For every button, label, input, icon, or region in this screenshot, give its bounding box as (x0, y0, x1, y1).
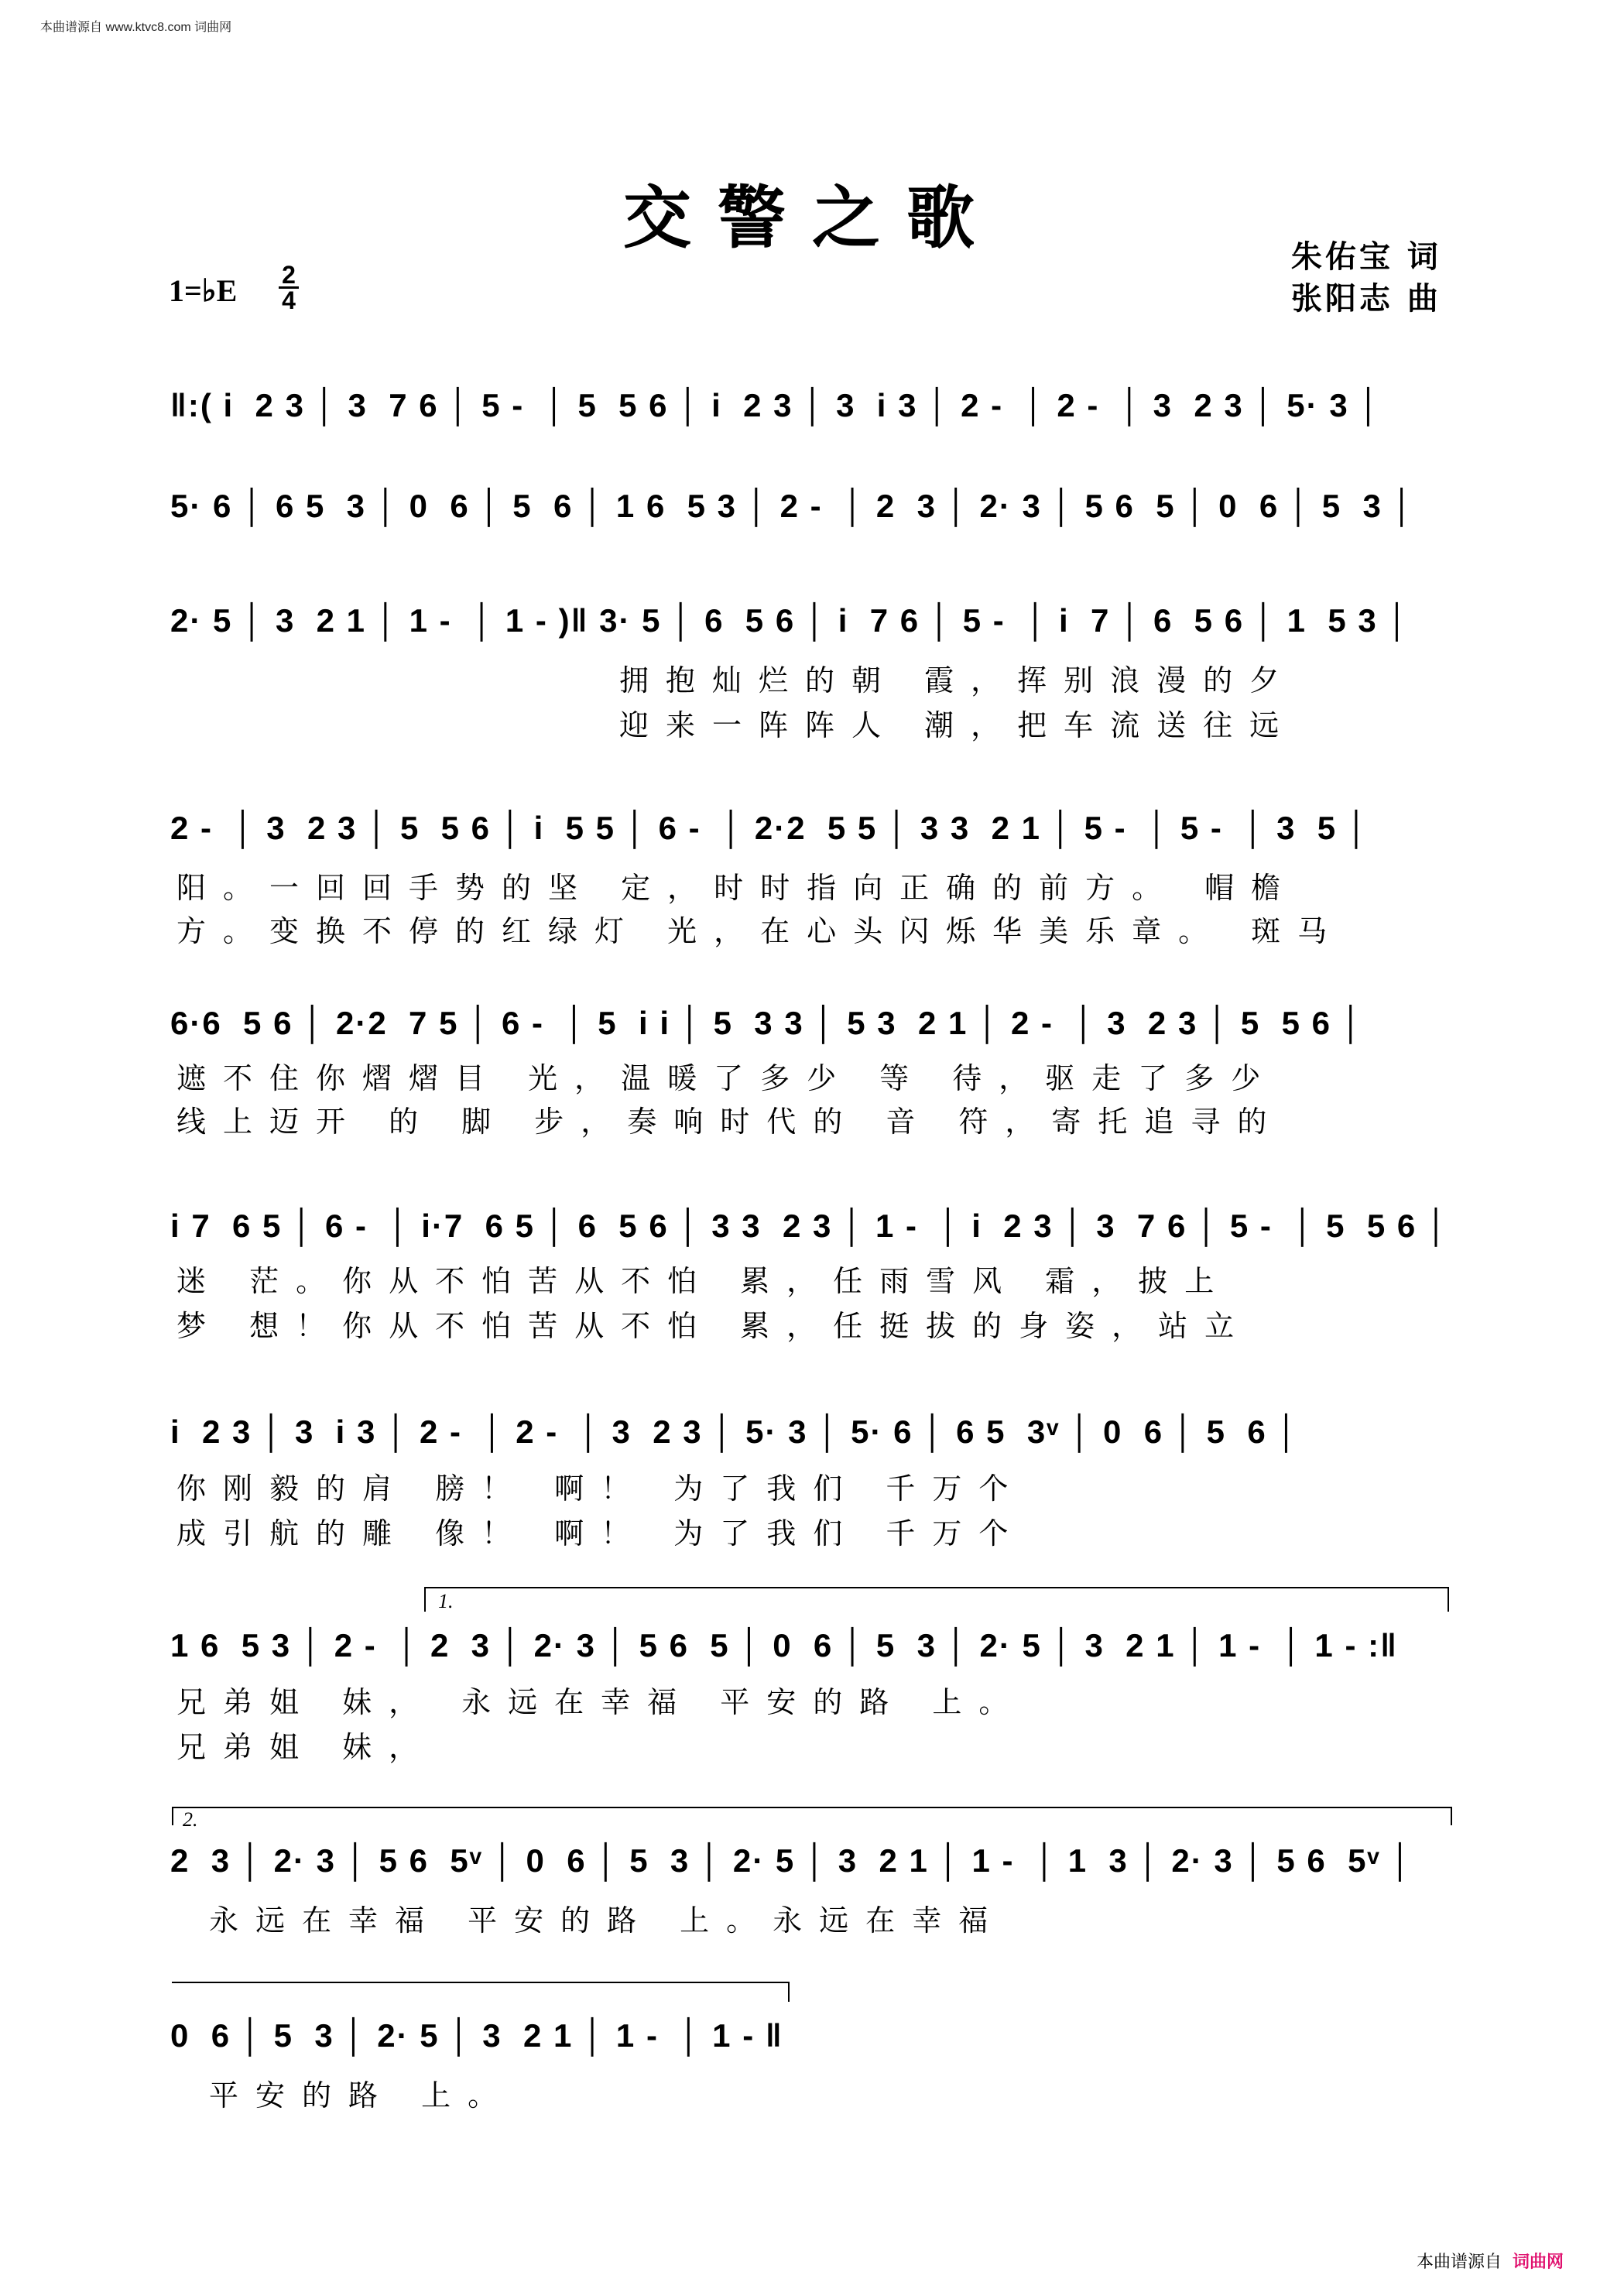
key-signature: 1=♭E (169, 273, 238, 308)
lyric-line-verse-2: 线上迈开 的 脚 步，奏响时代的 音 符，寄托追寻的 (176, 1105, 1284, 1139)
lyric-line-verse-2: 迎来一阵阵人 潮，把车流送往远 (619, 708, 1297, 742)
lyric-line-verse-1: 阳。一回回手势的坚 定，时时指向正确的前方。 帽檐 (176, 871, 1298, 905)
lyric-line-verse-2: 方。变换不停的红绿灯 光，在心头闪烁华美乐章。 斑马 (176, 914, 1345, 948)
right-margin-watermark (1604, 31, 1621, 2245)
score-row-5 (170, 1005, 1457, 1042)
lyric-line: 永远在幸福 平安的路 上。永远在幸福 (209, 1903, 1006, 1938)
lyric-line-verse-1: 你刚毅的肩 膀！ 啊！ 为了我们 千万个 (176, 1472, 1026, 1506)
notation: i 7 6 5 │ 6 - │ i·7 6 5 │ 6 5 6 │ 3 3 2 3 │ 1 - │ i 2 3 │ 3 7 6 │ 5 - │ 5 5 6 │ (170, 1208, 1450, 1244)
score-row-8 (170, 1627, 1457, 1664)
notation: 0 6 │ 5 3 │ 2· 5 │ 3 2 1 │ 1 - │ 1 - ‖ (170, 2017, 783, 2054)
footer-brand-link[interactable]: 词曲网 (1513, 2252, 1564, 2271)
lyricist-credit: 朱佑宝 词 (1291, 238, 1441, 275)
lyric-line-verse-1: 遮不住你熠熠目 光，温暖了多少 等 待，驱走了多少 (176, 1061, 1278, 1095)
lyric-line-verse-2: 兄弟姐 妹， (176, 1730, 436, 1764)
song-title: 交警之歌 (622, 177, 1001, 258)
first-ending-bracket (424, 1587, 1449, 1612)
notation: 6·6 5 6 │ 2·2 7 5 │ 6 - │ 5 i i │ 5 3 3 │ 5 3 2 1 │ 2 - │ 3 2 3 │ 5 5 6 │ (170, 1005, 1364, 1041)
score-row-1 (170, 387, 1457, 424)
score-row-6 (170, 1208, 1457, 1245)
second-ending-bracket (172, 1807, 1452, 1825)
notation: 2 - │ 3 2 3 │ 5 5 6 │ i 5 5 │ 6 - │ 2·2 5 5 │ 3 3 2 1 │ 5 - │ 5 - │ 3 5 │ (170, 810, 1370, 846)
time-signature-bottom: 4 (282, 286, 296, 314)
score-row-2 (170, 488, 1457, 525)
first-ending-number: 1. (438, 1590, 454, 1612)
lyric-line-verse-1: 兄弟姐 妹， 永远在幸福 平安的路 上。 (176, 1685, 1026, 1719)
notation: 1 6 5 3 │ 2 - │ 2 3 │ 2· 3 │ 5 6 5 │ 0 6 │ 5 3 │ 2· 5 │ 3 2 1 │ 1 - │ 1 - :‖ (170, 1627, 1398, 1664)
composer-credit: 张阳志 曲 (1291, 280, 1441, 317)
second-ending-number: 2. (183, 1808, 198, 1831)
notation: ‖:( i 2 3 │ 3 7 6 │ 5 - │ 5 5 6 │ i 2 3 │ 3 i 3 │ 2 - │ 2 - │ 3 2 3 │ 5· 3 │ (170, 387, 1382, 423)
footer-prefix: 本曲谱源自 (1417, 2252, 1502, 2271)
coda-bracket (172, 1982, 790, 2002)
lyric-line: 平安的路 上。 (209, 2078, 515, 2112)
score-row-4 (170, 810, 1457, 847)
footer-source (1417, 2249, 1564, 2273)
notation: i 2 3 │ 3 i 3 │ 2 - │ 2 - │ 3 2 3 │ 5· 3 │ 5· 6 │ 6 5 3ᵛ │ 0 6 │ 5 6 │ (170, 1413, 1300, 1450)
notation: 5· 6 │ 6 5 3 │ 0 6 │ 5 6 │ 1 6 5 3 │ 2 - │ 2 3 │ 2· 3 │ 5 6 5 │ 0 6 │ 5 3 │ (170, 488, 1415, 524)
source-watermark: 本曲谱源自 www.ktvc8.com 词曲网 (40, 21, 232, 34)
time-signature-top: 2 (282, 261, 296, 289)
time-signature (279, 263, 299, 312)
score-row-3 (170, 602, 1457, 639)
score-row-7 (170, 1413, 1457, 1451)
lyric-line-verse-2: 梦 想！你从不怕苦从不怕 累，任挺拔的身姿，站立 (176, 1309, 1252, 1343)
score-row-10 (170, 2017, 1457, 2054)
left-margin-watermark (3, 31, 20, 2245)
notation: 2· 5 │ 3 2 1 │ 1 - │ 1 - )‖ 3· 5 │ 6 5 6 │ i 7 6 │ 5 - │ i 7 │ 6 5 6 │ 1 5 3 │ (170, 602, 1410, 639)
lyric-line-verse-1: 迷 茫。你从不怕苦从不怕 累，任雨雪风 霜，披上 (176, 1264, 1232, 1298)
lyric-line-verse-1: 拥抱灿烂的朝 霞，挥别浪漫的夕 (619, 663, 1297, 697)
notation: 2 3 │ 2· 3 │ 5 6 5ᵛ │ 0 6 │ 5 3 │ 2· 5 │ 3 2 1 │ 1 - │ 1 3 │ 2· 3 │ 5 6 5ᵛ │ (170, 1842, 1413, 1879)
score-row-9 (170, 1842, 1457, 1879)
lyric-line-verse-2: 成引航的雕 像！ 啊！ 为了我们 千万个 (176, 1516, 1026, 1550)
